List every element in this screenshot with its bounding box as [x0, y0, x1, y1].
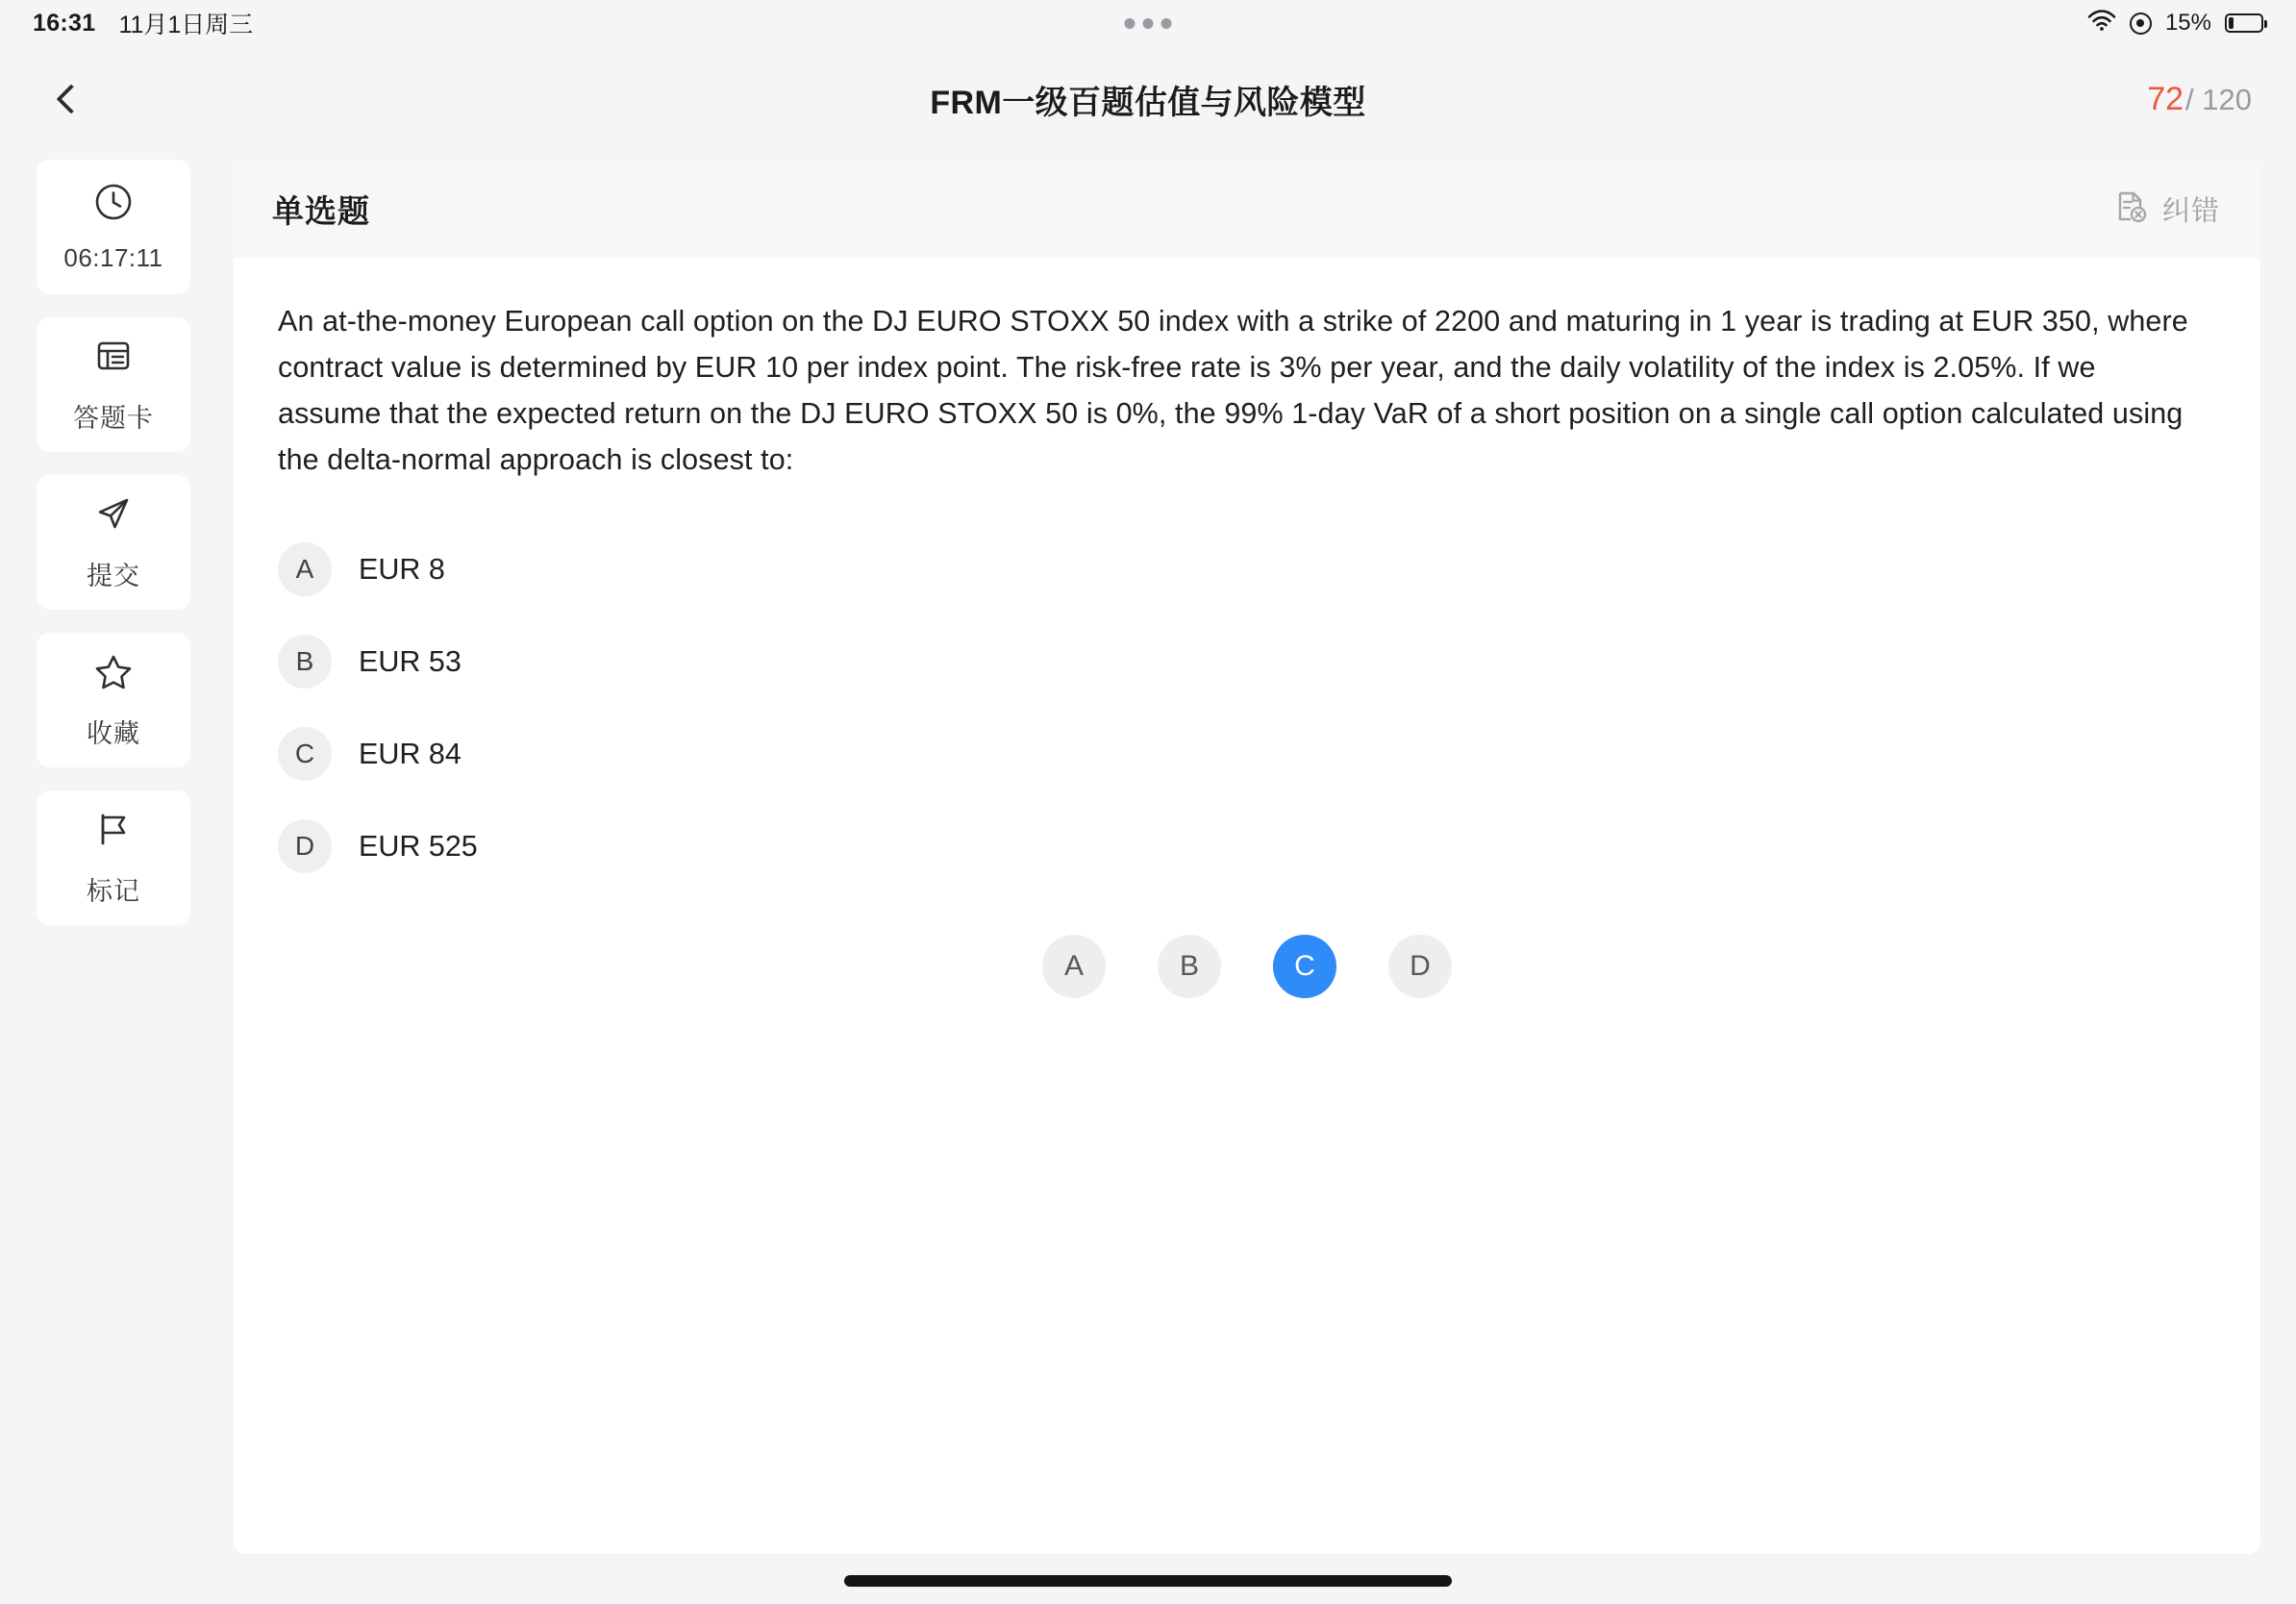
- dot-3: [1161, 18, 1172, 29]
- clock-icon: [92, 181, 135, 228]
- question-current-index: 72: [2147, 80, 2184, 117]
- multitask-dots-icon[interactable]: [1125, 18, 1172, 29]
- question-text: An at-the-money European call option on the DJ EURO STOXX 50 index with a strike of 2200 and maturing in 1 year is trading at EUR 350, where contract value is determined by EUR 10 per index point. The risk-free rate is 3% per year, and the daily volatility of the index is 2.05%. If we assume that the expected return on the DJ EURO STOXX 50 is 0%, the 99% 1-day VaR of a short position on a single call option calculated using the delta-normal approach is closest to:: [278, 305, 2188, 476]
- sidebar-submit-label: 提交: [87, 562, 140, 590]
- nav-bar: [0, 46, 2296, 152]
- back-chevron-icon: [56, 84, 86, 113]
- battery-fill: [2229, 17, 2234, 29]
- battery-icon: [2225, 13, 2263, 33]
- status-bar-right: [2087, 9, 2263, 38]
- option-b[interactable]: [278, 615, 2216, 708]
- option-d[interactable]: [278, 800, 2216, 892]
- sidebar-mark-label: 标记: [87, 877, 140, 906]
- answer-button-b[interactable]: B: [1158, 935, 1221, 998]
- sidebar-favorite-label: 收藏: [87, 719, 140, 748]
- back-button[interactable]: [44, 72, 98, 126]
- option-a-key: A: [278, 542, 332, 596]
- dot-1: [1125, 18, 1136, 29]
- status-bar-left: [33, 6, 253, 40]
- status-bar: [0, 0, 2296, 46]
- status-time: 16:31: [33, 9, 96, 37]
- wifi-icon: [2087, 9, 2116, 38]
- option-c-text: EUR 84: [359, 737, 462, 770]
- home-indicator[interactable]: [844, 1575, 1452, 1587]
- option-a-text: EUR 8: [359, 552, 445, 586]
- sidebar: [37, 160, 190, 925]
- report-error-icon: [2112, 188, 2149, 230]
- sidebar-answer-sheet-label: 答题卡: [73, 404, 154, 433]
- answer-button-c[interactable]: C: [1273, 935, 1336, 998]
- question-card: [234, 160, 2260, 1554]
- battery-percent-label: 15%: [2164, 10, 2211, 36]
- option-c[interactable]: [278, 708, 2216, 800]
- option-b-key: B: [278, 635, 332, 689]
- option-c-key: C: [278, 727, 332, 781]
- status-date: 11月1日周三: [118, 12, 254, 38]
- question-total: / 120: [2185, 82, 2252, 116]
- page-title: FRM一级百题估值与风险模型: [930, 84, 1366, 121]
- answer-button-a[interactable]: A: [1042, 935, 1106, 998]
- option-d-key: D: [278, 819, 332, 873]
- answer-button-d[interactable]: D: [1388, 935, 1452, 998]
- question-progress: [2147, 81, 2252, 118]
- dot-2: [1143, 18, 1154, 29]
- report-error-label: 纠错: [2161, 195, 2220, 227]
- report-error-button[interactable]: [2112, 188, 2220, 230]
- sidebar-item-favorite[interactable]: [37, 633, 190, 767]
- question-type-label: 单选题: [272, 192, 370, 229]
- paper-plane-icon: [92, 492, 135, 539]
- location-icon: [2130, 13, 2152, 35]
- flag-icon: [92, 808, 135, 855]
- sidebar-item-submit[interactable]: [37, 475, 190, 610]
- question-body: [234, 258, 2260, 998]
- option-a[interactable]: [278, 523, 2216, 615]
- sidebar-item-answer-sheet[interactable]: [37, 317, 190, 452]
- sidebar-timer-label: 06:17:11: [63, 243, 163, 272]
- option-list: [278, 523, 2216, 892]
- sidebar-item-timer[interactable]: [37, 160, 190, 294]
- grid-card-icon: [92, 335, 135, 382]
- star-icon: [92, 650, 135, 697]
- sidebar-item-mark[interactable]: [37, 790, 190, 925]
- question-card-header: [234, 160, 2260, 258]
- option-d-text: EUR 525: [359, 829, 478, 863]
- answer-selector: [278, 935, 2216, 998]
- option-b-text: EUR 53: [359, 644, 462, 678]
